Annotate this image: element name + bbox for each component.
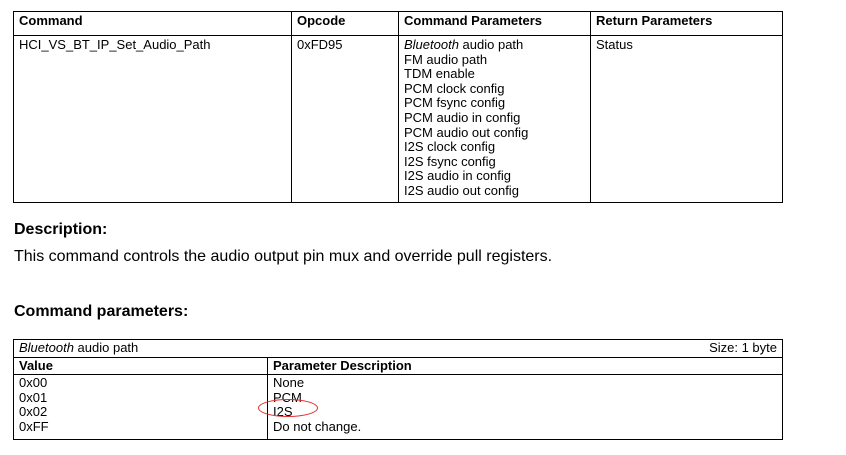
parameter-table [13, 339, 783, 440]
parameter-size: Size: 1 byte [709, 340, 777, 355]
value-item: 0x02 [19, 404, 48, 420]
header-opcode: Opcode [292, 12, 399, 36]
parameter-header-row [14, 357, 783, 375]
value-item: 0x00 [19, 375, 48, 391]
description-item [273, 405, 777, 420]
highlighted-i2s: I2S [273, 405, 293, 420]
header-return-parameters: Return Parameters [591, 12, 783, 36]
parameter-title-cell [14, 340, 783, 358]
value-item: 0x01 [19, 389, 48, 405]
param-item: PCM clock config [404, 80, 505, 96]
value-item: 0xFF [19, 418, 49, 434]
values-cell [14, 375, 268, 440]
description-item: Do not change. [273, 418, 362, 434]
param-item: Bluetooth audio path [404, 37, 524, 52]
param-item: PCM fsync config [404, 95, 506, 111]
command-parameters-list [404, 38, 585, 199]
parameter-title-row [14, 340, 783, 358]
param-item: FM audio path [404, 51, 488, 67]
parameter-name: audio path [73, 340, 139, 355]
command-table-row [14, 36, 783, 203]
param-item: PCM audio in config [404, 109, 521, 125]
descriptions-cell [268, 375, 783, 440]
description-item: PCM [273, 389, 302, 405]
parameter-name-italic: Bluetooth [19, 340, 74, 355]
description-heading: Description: [14, 221, 108, 238]
red-circle-annotation [258, 399, 318, 417]
param-item: TDM enable [404, 66, 475, 82]
param-item: I2S clock config [404, 139, 496, 155]
description-item: None [273, 375, 305, 391]
return-parameters: Status [591, 36, 783, 203]
param-item: I2S fsync config [404, 153, 496, 169]
param-item: I2S audio out config [404, 182, 519, 198]
header-command-parameters: Command Parameters [399, 12, 591, 36]
command-opcode: 0xFD95 [292, 36, 399, 203]
command-parameters-cell [399, 36, 591, 203]
header-command: Command [14, 12, 292, 36]
command-parameters-heading: Command parameters: [14, 303, 189, 320]
command-table-header-row [14, 12, 783, 36]
header-parameter-description: Parameter Description [268, 357, 783, 375]
parameter-values-row [14, 375, 783, 440]
header-value: Value [14, 357, 268, 375]
param-item: I2S audio in config [404, 168, 511, 184]
command-name: HCI_VS_BT_IP_Set_Audio_Path [14, 36, 292, 203]
command-table [13, 11, 783, 203]
description-text: This command controls the audio output pin mux and override pull registers. [14, 248, 553, 265]
param-item: PCM audio out config [404, 124, 529, 140]
